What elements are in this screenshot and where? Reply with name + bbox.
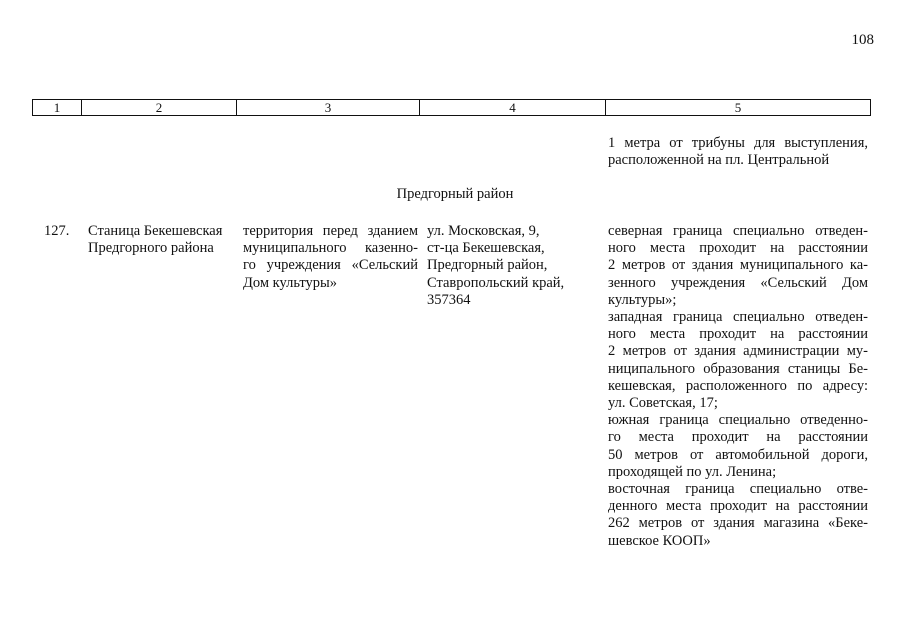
place-cell bbox=[243, 223, 418, 292]
text-line: проходящей по ул. Ленина; bbox=[608, 463, 777, 480]
text-line: ул. Московская, 9, bbox=[427, 223, 540, 239]
text-line: шевское КООП» bbox=[608, 532, 711, 549]
text-line: го учреждения «Сельский bbox=[243, 257, 418, 274]
address-cell bbox=[427, 223, 602, 309]
text-line: Ставропольский край, bbox=[427, 274, 565, 291]
page-number: 108 bbox=[851, 32, 874, 48]
text-line: 50 метров от автомобильной дороги, bbox=[608, 446, 868, 463]
text-line: муниципального казенно- bbox=[243, 240, 418, 257]
boundary-description-cell bbox=[608, 223, 868, 550]
text-line: северная граница специально отведен- bbox=[608, 223, 868, 239]
settlement-cell bbox=[88, 223, 238, 257]
text-line: денного места проходит на расстоянии bbox=[608, 498, 868, 515]
text-line: Предгорного района bbox=[88, 240, 214, 257]
text-line: Предгорный район, bbox=[427, 257, 548, 274]
text-line: западная граница специально отведен- bbox=[608, 309, 868, 326]
column-number-2: 2 bbox=[82, 100, 237, 115]
text-line: го места проходит на расстоянии bbox=[608, 429, 868, 446]
text-line: ного места проходит на расстоянии bbox=[608, 240, 868, 257]
text-line: кешевская, расположенного по адресу: bbox=[608, 377, 868, 394]
text-line: Дом культуры» bbox=[243, 274, 338, 291]
text-line: ул. Советская, 17; bbox=[608, 395, 718, 412]
text-line: 1 метра от трибуны для выступления, bbox=[608, 135, 868, 151]
previous-row-continuation bbox=[608, 135, 868, 169]
text-line: южная граница специально отведенно- bbox=[608, 412, 868, 429]
text-line: 262 метров от здания магазина «Беке- bbox=[608, 515, 868, 532]
text-line: 2 метров от здания администрации му- bbox=[608, 343, 868, 360]
text-line: ст-ца Бекешевская, bbox=[427, 240, 545, 257]
text-line: культуры»; bbox=[608, 291, 677, 308]
region-heading: Предгорный район bbox=[396, 186, 514, 202]
text-line: расположенной на пл. Центральной bbox=[608, 152, 830, 169]
column-number-1: 1 bbox=[33, 100, 82, 115]
text-line: 2 метров от здания муниципального ка- bbox=[608, 257, 868, 274]
column-number-3: 3 bbox=[237, 100, 420, 115]
text-line: ного места проходит на расстоянии bbox=[608, 326, 868, 343]
column-number-5: 5 bbox=[734, 100, 742, 115]
row-number: 127. bbox=[44, 223, 70, 239]
text-line: Станица Бекешевская bbox=[88, 223, 223, 239]
text-line: восточная граница специально отве- bbox=[608, 481, 868, 498]
column-number-4: 4 bbox=[420, 100, 606, 115]
text-line: ниципального образования станицы Бе- bbox=[608, 360, 868, 377]
text-line: территория перед зданием bbox=[243, 223, 418, 239]
table-header-row bbox=[32, 99, 871, 116]
text-line: зенного учреждения «Сельский Дом bbox=[608, 274, 868, 291]
text-line: 357364 bbox=[427, 291, 471, 308]
